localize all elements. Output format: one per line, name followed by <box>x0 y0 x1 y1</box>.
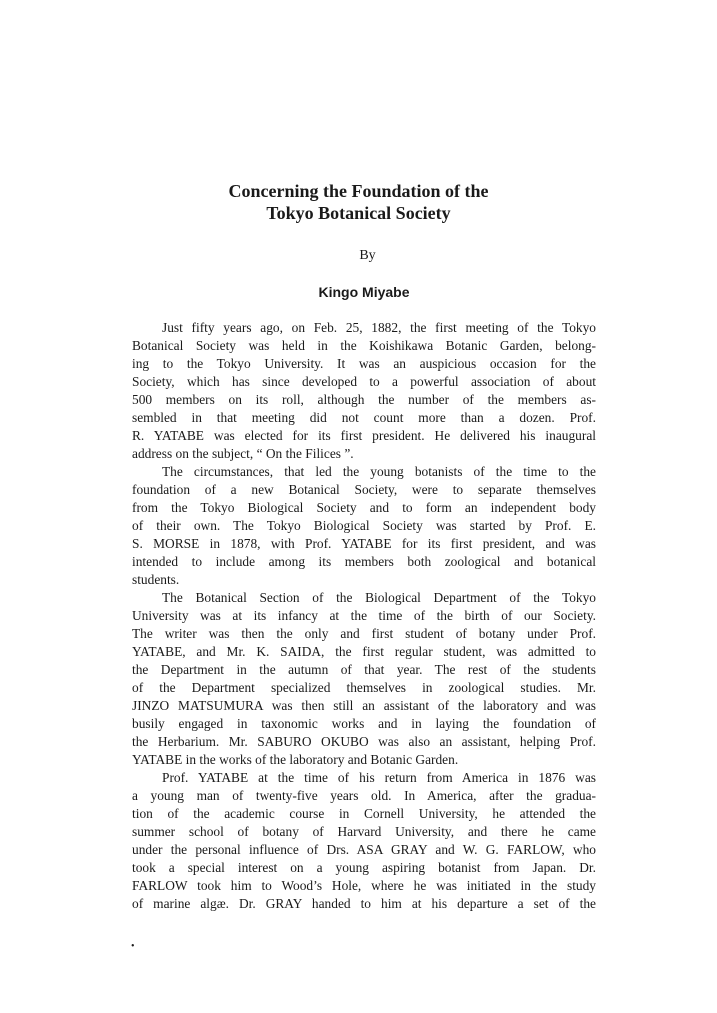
body-line: of marine algæ. Dr. GRAY handed to him at his departure a set of the <box>132 896 596 911</box>
body-line: The Botanical Section of the Biological Department of the Tokyo <box>162 590 596 605</box>
body-line: of the Department specialized themselves in zoological studies. Mr. <box>132 680 596 695</box>
body-line: under the personal influence of Drs. ASA GRAY and W. G. FARLOW, who <box>132 842 596 857</box>
body-line: summer school of botany of Harvard University, and there he came <box>132 824 596 839</box>
body-line: R. YATABE was elected for its first president. He delivered his inaugural <box>132 428 596 443</box>
body-line: address on the subject, “ On the Filices ”. <box>132 446 354 461</box>
body-line: Society, which has since developed to a powerful association of about <box>132 374 596 389</box>
body-line: from the Tokyo Biological Society and to form an independent body <box>132 500 596 515</box>
body-line: FARLOW took him to Wood’s Hole, where he was initiated in the study <box>132 878 596 893</box>
article-body <box>132 319 596 913</box>
body-line: Just fifty years ago, on Feb. 25, 1882, the first meeting of the Tokyo <box>162 320 596 335</box>
body-line: the Herbarium. Mr. SABURO OKUBO was also an assistant, helping Prof. <box>132 734 596 749</box>
body-line: YATABE, and Mr. K. SAIDA, the first regular student, was admitted to <box>132 644 596 659</box>
body-line: The writer was then the only and first student of botany under Prof. <box>132 626 596 641</box>
body-line: students. <box>132 572 180 587</box>
body-line: foundation of a new Botanical Society, were to separate themselves <box>132 482 596 497</box>
body-line: 500 members on its roll, although the number of the members as- <box>132 392 596 407</box>
body-line: ing to the Tokyo University. It was an auspicious occasion for the <box>132 356 596 371</box>
page-mark: • <box>131 941 135 952</box>
body-line: a young man of twenty-five years old. In America, after the gradua- <box>132 788 596 803</box>
body-line: S. MORSE in 1878, with Prof. YATABE for its first president, and was <box>132 536 596 551</box>
body-line: sembled in that meeting did not count more than a dozen. Prof. <box>132 410 596 425</box>
body-line: University was at its infancy at the time of the birth of our Society. <box>132 608 596 623</box>
author-name: Kingo Miyabe <box>318 284 410 300</box>
body-line: tion of the academic course in Cornell University, he attended the <box>132 806 596 821</box>
body-line: The circumstances, that led the young botanists of the time to the <box>162 464 596 479</box>
body-line: of their own. The Tokyo Biological Society was started by Prof. E. <box>132 518 596 533</box>
body-line: Botanical Society was held in the Koishikawa Botanic Garden, belong- <box>132 338 596 353</box>
body-line: YATABE in the works of the laboratory and Botanic Garden. <box>132 752 459 767</box>
body-line: took a special interest on a young aspiring botanist from Japan. Dr. <box>132 860 596 875</box>
article-title <box>0 180 717 224</box>
title-line-1: Concerning the Foundation of the <box>228 181 489 201</box>
body-line: intended to include among its members both zoological and botanical <box>132 554 596 569</box>
body-line: JINZO MATSUMURA was then still an assistant of the laboratory and was <box>132 698 596 713</box>
title-line-2: Tokyo Botanical Society <box>266 203 451 223</box>
byline-by: By <box>359 248 376 263</box>
body-line: Prof. YATABE at the time of his return from America in 1876 was <box>162 770 596 785</box>
body-line: the Department in the autumn of that year. The rest of the students <box>132 662 596 677</box>
body-line: busily engaged in taxonomic works and in laying the foundation of <box>132 716 596 731</box>
